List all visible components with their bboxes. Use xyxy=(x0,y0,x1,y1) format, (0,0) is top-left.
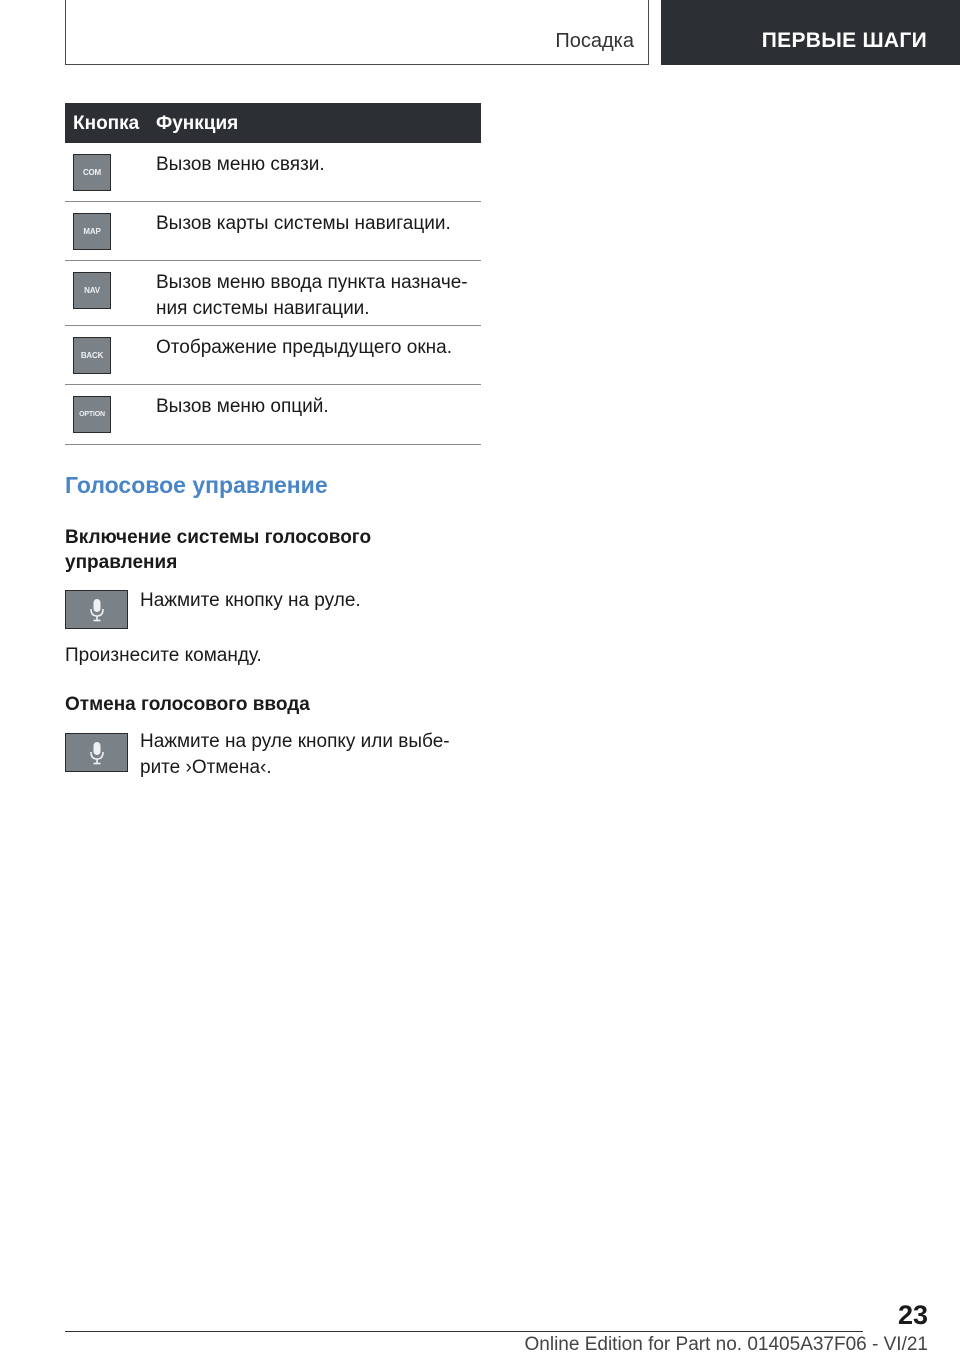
option-button-icon: OPTION xyxy=(73,396,111,433)
function-text: Вызов меню связи. xyxy=(156,154,325,175)
section-title-voice-control: Голосовое управление xyxy=(65,472,328,498)
microphone-icon xyxy=(65,733,128,772)
nav-button-icon: NAV xyxy=(73,272,111,309)
function-text: Вызов меню ввода пункта назначе-ния системы навигации. xyxy=(156,272,468,319)
function-text: Отображение предыдущего окна. xyxy=(156,337,452,358)
heading-enable-voice: Включение системы голосового управления xyxy=(65,527,372,573)
button-function-table xyxy=(65,103,481,445)
table-header xyxy=(65,103,481,143)
step-press-button: Нажмите кнопку на руле. xyxy=(140,590,361,611)
header-chapter-box xyxy=(661,0,960,65)
function-text: Вызов меню опций. xyxy=(156,396,329,417)
function-text: Вызов карты системы навигации. xyxy=(156,213,451,234)
table-row xyxy=(65,143,481,202)
table-row xyxy=(65,261,481,326)
note-say-command: Произнесите команду. xyxy=(65,645,262,666)
column-header-function: Функция xyxy=(156,113,239,134)
heading-cancel-voice: Отмена голосового ввода xyxy=(65,694,310,715)
footer-divider xyxy=(65,1331,863,1332)
header-section-title: Посадка xyxy=(555,30,634,52)
back-button-icon: BACK xyxy=(73,337,111,374)
footer-edition-text: Online Edition for Part no. 01405A37F06 - VI/21 xyxy=(524,1334,928,1355)
header-chapter-title: ПЕРВЫЕ ШАГИ xyxy=(761,29,927,52)
map-button-icon: MAP xyxy=(73,213,111,250)
table-row xyxy=(65,202,481,261)
table-row xyxy=(65,326,481,385)
com-button-icon: COM xyxy=(73,154,111,191)
step-cancel: Нажмите на руле кнопку или выбе-рите ›Отмена‹. xyxy=(140,731,450,778)
column-header-button: Кнопка xyxy=(73,113,140,134)
table-row xyxy=(65,385,481,445)
microphone-icon xyxy=(65,590,128,629)
header-section-box xyxy=(65,0,649,65)
page-number: 23 xyxy=(897,1300,928,1330)
